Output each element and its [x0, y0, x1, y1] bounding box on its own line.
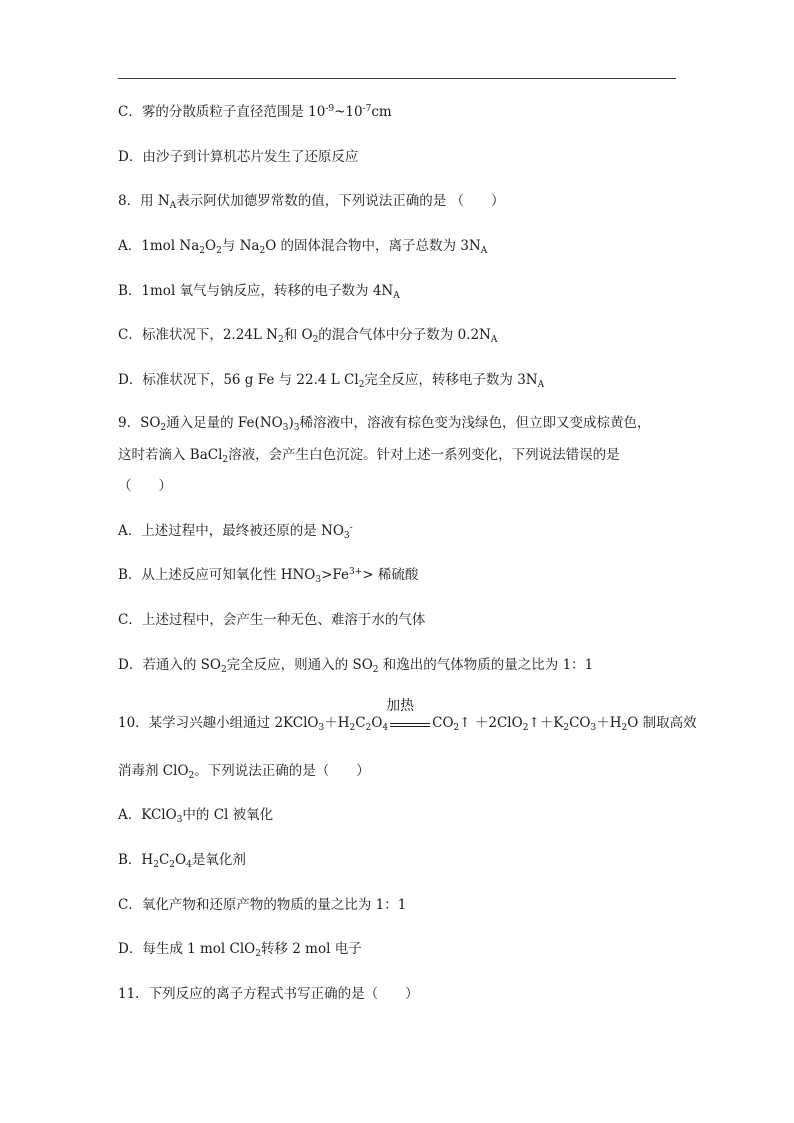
q10-stem-line1: 10．某学习兴趣小组通过 $2KClO_3+H_2C_2O_4$ 加热 $CO_2↑$ $+2ClO_2↑+K_2CO_3+H_2O$ 制取高效 [118, 698, 697, 733]
q8-option-b: B．1mol 氧气与钠反应，转移的电子数为 $4N_A$ [118, 283, 400, 301]
q8-option-a: A．1mol $Na_2O_2$与 $Na_2O$ 的固体混合物中，离子总数为 $3N_A$ [118, 238, 488, 256]
q9-option-b: B．从上述反应可知氧化性 $HNO_3>Fe^{3+}>$ 稀硫酸 [118, 567, 419, 585]
q10-option-c: C．氧化产物和还原产物的物质的量之比为 1：1 [118, 897, 407, 913]
q9-stem-line1: 9．$SO_2$通入足量的 $Fe(NO_3)_3$稀溶液中，溶液有棕色变为浅绿色，但立即又变成棕黄色， [118, 415, 651, 433]
q7-option-d: D．由沙子到计算机芯片发生了还原反应 [118, 149, 359, 165]
q8-stem: 8．用 $N_A$表示阿伏加德罗常数的值，下列说法正确的是 （ ） [118, 193, 505, 211]
q9-option-a: A．上述过程中，最终被还原的是 $NO_3^-$ [118, 523, 353, 541]
q8-option-c: C．标准状况下，2.24L $N_2$和 $O_2$的混合气体中分子数为 $0.2N_A$ [118, 327, 498, 345]
q9-option-c: C．上述过程中，会产生一种无色、难溶于水的气体 [118, 612, 426, 628]
q10-option-d: D．每生成 1 mol ClO$_2$转移 2 mol 电子 [118, 941, 362, 959]
q10-option-a: A．KClO$_3$中的 Cl 被氧化 [118, 807, 274, 825]
q9-option-d: D．若通入的 $SO_2$完全反应，则通入的 $SO_2$ 和逸出的气体物质的量之比为 1：1 [118, 657, 594, 675]
reaction-equals-sign [386, 698, 432, 732]
heating-condition-label: 加热 [386, 698, 415, 714]
q10-stem-line2: 消毒剂 ClO$_2$。下列说法正确的是（ ） [118, 763, 370, 781]
header-rule [118, 78, 676, 79]
q9-stem-line3: （ ） [118, 478, 172, 494]
q7-option-c: C．雾的分散质粒子直径范围是 $10^{-9}\sim 10^{-7}cm$ [118, 104, 392, 120]
q10-option-b: B．$H_2C_2O_4$是氧化剂 [118, 852, 246, 870]
q11-stem: 11．下列反应的离子方程式书写正确的是（ ） [118, 986, 419, 1002]
q9-stem-line2: 这时若滴入 BaCl$_2$溶液，会产生白色沉淀。针对上述一系列变化，下列说法错误的是 [118, 447, 620, 465]
q8-option-d: D．标准状况下，56 g Fe 与 22.4 L $Cl_2$完全反应，转移电子数为 $3N_A$ [118, 372, 545, 390]
